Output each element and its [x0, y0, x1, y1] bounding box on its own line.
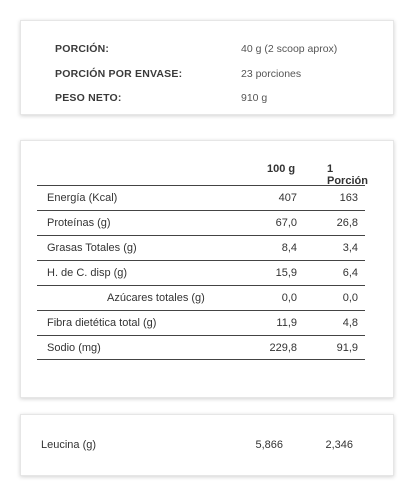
servings-per-container-value: 23 porciones — [241, 68, 302, 80]
nutrient-per-portion: 91,9 — [336, 342, 358, 354]
nutrient-name: Energía (Kcal) — [47, 192, 118, 204]
nutrition-table-card — [20, 140, 394, 398]
nutrient-per-portion: 3,4 — [342, 242, 358, 254]
nutrient-per-100g: 229,8 — [269, 342, 297, 354]
table-row — [37, 210, 365, 235]
header-per-100g: 100 g — [267, 163, 296, 175]
nutrient-per-portion: 6,4 — [342, 267, 358, 279]
serving-size-row — [55, 39, 383, 59]
nutrient-per-100g: 15,9 — [275, 267, 297, 279]
nutrient-name: Fibra dietética total (g) — [47, 317, 157, 329]
table-row — [41, 439, 383, 455]
table-row — [37, 335, 365, 360]
nutrient-per-100g: 11,9 — [276, 317, 297, 329]
nutrient-per-portion: 26,8 — [336, 217, 358, 229]
nutrient-name: Azúcares totales (g) — [107, 292, 205, 304]
table-row — [37, 260, 365, 285]
table-row — [37, 235, 365, 260]
aminoacid-per-portion: 2,346 — [325, 439, 353, 451]
net-weight-value: 910 g — [241, 92, 268, 104]
table-row — [37, 285, 365, 310]
aminoacid-name: Leucina (g) — [41, 439, 97, 451]
serving-size-value: 40 g (2 scoop aprox) — [241, 43, 338, 55]
nutrient-name: Grasas Totales (g) — [47, 242, 137, 254]
servings-per-container-row — [55, 64, 383, 84]
table-row — [37, 310, 365, 335]
servings-per-container-label: PORCIÓN POR ENVASE: — [55, 68, 183, 80]
nutrient-per-100g: 407 — [278, 192, 297, 204]
table-row — [37, 185, 365, 210]
header-per-portion: 1 Porción — [327, 163, 368, 187]
nutrient-per-portion: 0,0 — [342, 292, 358, 304]
nutrient-per-portion: 163 — [339, 192, 358, 204]
aminoacid-card — [20, 414, 394, 476]
serving-size-label: PORCIÓN: — [55, 43, 110, 55]
nutrient-name: H. de C. disp (g) — [47, 267, 128, 279]
serving-info-card — [20, 20, 394, 115]
nutrient-name: Sodio (mg) — [47, 342, 101, 354]
nutrient-per-portion: 4,8 — [342, 317, 358, 329]
nutrient-per-100g: 8,4 — [281, 242, 297, 254]
nutrient-per-100g: 67,0 — [275, 217, 297, 229]
net-weight-row — [55, 88, 383, 108]
aminoacid-per-100g: 5,866 — [255, 439, 283, 451]
net-weight-label: PESO NETO: — [55, 92, 122, 104]
nutrient-name: Proteínas (g) — [47, 217, 111, 229]
nutrition-table-header — [37, 163, 377, 187]
nutrient-per-100g: 0,0 — [281, 292, 297, 304]
